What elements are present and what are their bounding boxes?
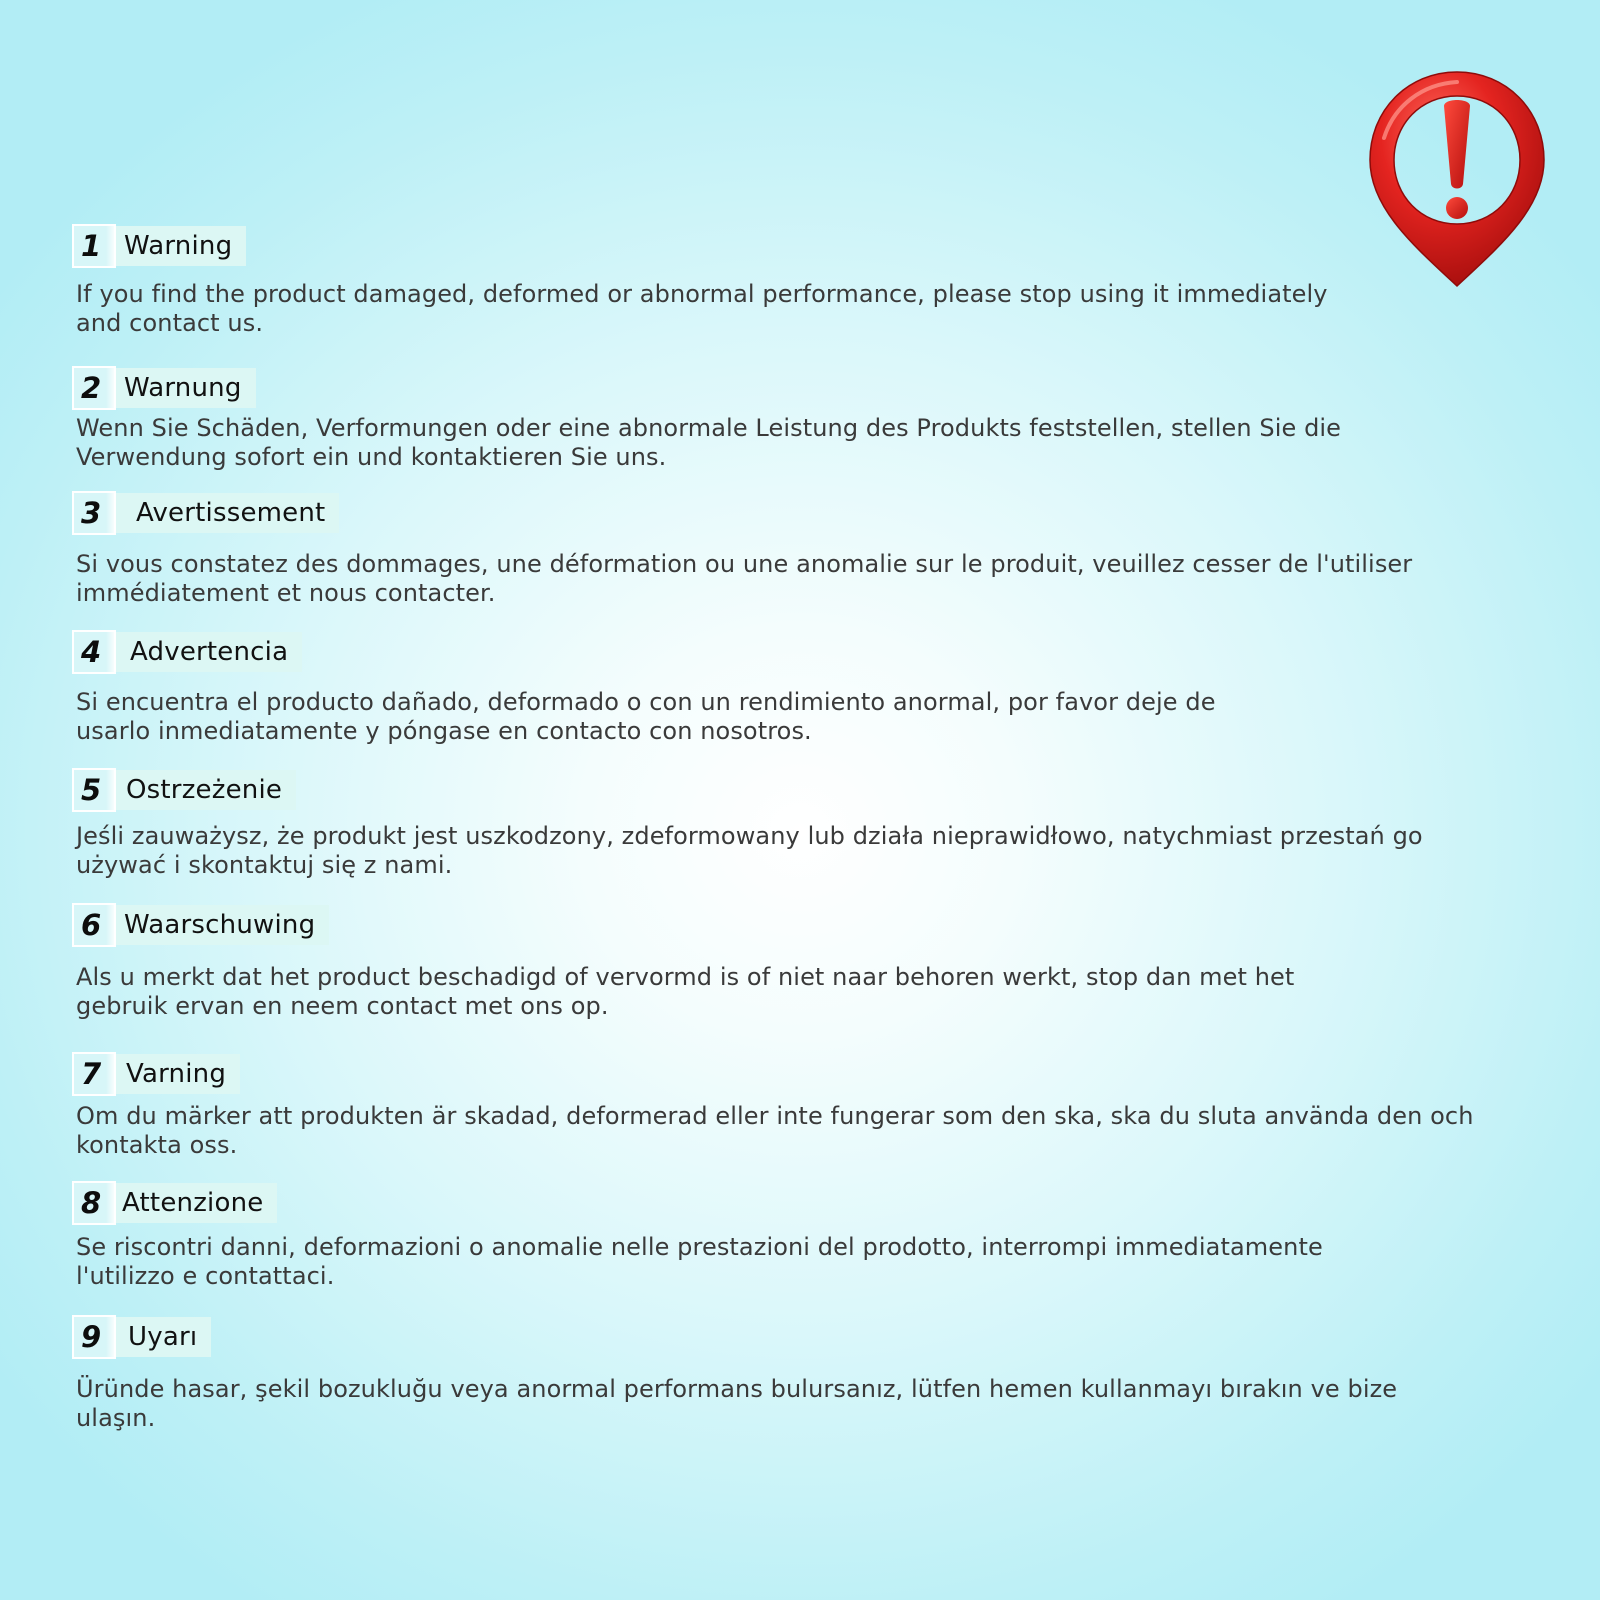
section-heading xyxy=(72,224,1512,268)
section-number: 3 xyxy=(81,495,102,530)
section-body xyxy=(76,963,1512,1021)
section-heading xyxy=(72,1052,1512,1096)
section-number-box xyxy=(72,1181,116,1225)
section-title: Warnung xyxy=(116,368,256,408)
section-body-line: Jeśli zauważysz, że produkt jest uszkodzony, zdeformowany lub działa nieprawidłowo, natychmiast przestań go xyxy=(76,822,1423,850)
section-title: Waarschuwing xyxy=(116,905,329,945)
section-title: Avertissement xyxy=(116,493,339,533)
section-body-line: Si encuentra el producto dañado, deformado o con un rendimiento anormal, por favor deje de xyxy=(76,688,1216,716)
section-body-line: Wenn Sie Schäden, Verformungen oder eine abnormale Leistung des Produkts feststellen, stellen Sie die xyxy=(76,414,1342,442)
exclamation-map-pin-icon xyxy=(1364,68,1550,290)
section-warning-pl xyxy=(72,768,1512,880)
section-body-line: and contact us. xyxy=(76,309,264,337)
section-body-line: Se riscontri danni, deformazioni o anomalie nelle prestazioni del prodotto, interrompi immediatamente xyxy=(76,1233,1323,1261)
section-warning-en xyxy=(72,224,1512,338)
section-body-line: Si vous constatez des dommages, une déformation ou une anomalie sur le produit, veuillez cesser de l'utiliser xyxy=(76,550,1413,578)
section-body xyxy=(76,280,1512,338)
section-body xyxy=(76,1375,1512,1433)
section-heading xyxy=(72,903,1512,947)
section-number: 6 xyxy=(81,907,102,942)
section-number-box xyxy=(72,630,116,674)
section-heading xyxy=(72,1181,1512,1225)
section-number-box xyxy=(72,1315,116,1359)
section-title: Uyarı xyxy=(116,1317,211,1357)
section-number: 8 xyxy=(81,1185,102,1220)
section-body xyxy=(76,550,1512,608)
section-body xyxy=(76,688,1512,746)
section-warning-es xyxy=(72,630,1512,746)
section-number-box xyxy=(72,224,116,268)
section-number: 4 xyxy=(81,634,102,669)
section-warning-it xyxy=(72,1181,1512,1291)
section-body-line: Üründe hasar, şekil bozukluğu veya anormal performans bulursanız, lütfen hemen kullanmayı bırakın ve bize xyxy=(76,1375,1398,1403)
section-warning-tr xyxy=(72,1315,1512,1433)
section-body-line: Verwendung sofort ein und kontaktieren Sie uns. xyxy=(76,443,667,471)
section-warning-de xyxy=(72,366,1512,472)
section-title: Ostrzeżenie xyxy=(116,770,296,810)
section-number: 7 xyxy=(81,1056,102,1091)
section-number-box xyxy=(72,903,116,947)
section-body-line: usarlo inmediatamente y póngase en contacto con nosotros. xyxy=(76,717,812,745)
section-number-box xyxy=(72,1052,116,1096)
section-number: 9 xyxy=(81,1319,102,1354)
section-number: 1 xyxy=(81,228,102,263)
section-body-line: l'utilizzo e contattaci. xyxy=(76,1262,335,1290)
section-heading xyxy=(72,366,1512,410)
section-warning-nl xyxy=(72,903,1512,1021)
section-body xyxy=(76,822,1512,880)
section-body-line: Als u merkt dat het product beschadigd of vervormd is of niet naar behoren werkt, stop dan met het xyxy=(76,963,1295,991)
section-body-line: ulaşın. xyxy=(76,1404,156,1432)
section-body-line: If you find the product damaged, deformed or abnormal performance, please stop using it immediately xyxy=(76,280,1328,308)
section-number-box xyxy=(72,366,116,410)
section-body-line: używać i skontaktuj się z nami. xyxy=(76,851,453,879)
section-number-box xyxy=(72,491,116,535)
section-body xyxy=(76,414,1512,472)
section-heading xyxy=(72,630,1512,674)
section-body xyxy=(76,1233,1512,1291)
section-warning-fr xyxy=(72,491,1512,608)
section-heading xyxy=(72,768,1512,812)
section-title: Advertencia xyxy=(116,632,302,672)
section-number: 5 xyxy=(81,772,102,807)
section-body-line: Om du märker att produkten är skadad, deformerad eller inte fungerar som den ska, ska du sluta använda den och xyxy=(76,1102,1474,1130)
section-body xyxy=(76,1102,1512,1160)
section-body-line: kontakta oss. xyxy=(76,1131,238,1159)
section-number-box xyxy=(72,768,116,812)
section-heading xyxy=(72,1315,1512,1359)
section-title: Warning xyxy=(116,226,246,266)
section-body-line: immédiatement et nous contacter. xyxy=(76,579,496,607)
section-body-line: gebruik ervan en neem contact met ons op. xyxy=(76,992,609,1020)
section-title: Attenzione xyxy=(116,1183,277,1223)
section-warning-sv xyxy=(72,1052,1512,1160)
section-number: 2 xyxy=(81,370,102,405)
section-title: Varning xyxy=(116,1054,240,1094)
section-heading xyxy=(72,491,1512,535)
